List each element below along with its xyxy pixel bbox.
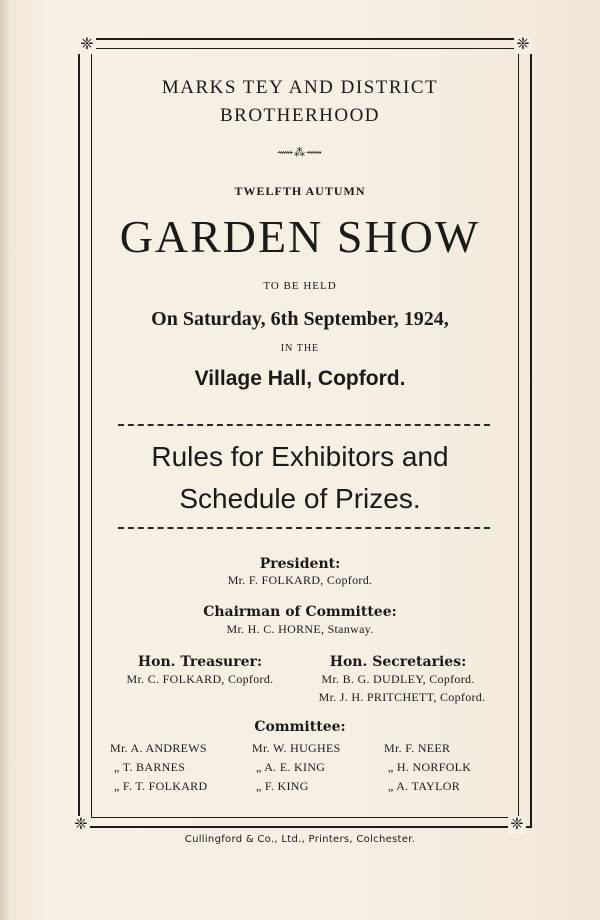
- president-heading: President:: [259, 556, 341, 572]
- corner-ornament-icon: ❈: [514, 36, 532, 54]
- committee-member: Mr. F. NEER: [384, 741, 451, 755]
- secretary-name: Mr. B. G. DUDLEY, Copford.: [321, 672, 475, 686]
- committee-column: [384, 739, 471, 796]
- committee-heading: Committee:: [254, 719, 346, 735]
- printer-imprint: Cullingford & Co., Ltd., Printers, Colchester.: [184, 834, 416, 845]
- in-the-text: IN THE: [280, 343, 320, 354]
- dashed-divider: [118, 424, 490, 426]
- show-edition: TWELFTH AUTUMN: [234, 184, 366, 198]
- committee-member: „ F. KING: [256, 779, 309, 793]
- committee-member: „ A. TAYLOR: [388, 779, 461, 793]
- committee-member: Mr. W. HUGHES: [252, 741, 341, 755]
- chairman-heading: Chairman of Committee:: [203, 604, 397, 620]
- secretaries-heading: Hon. Secretaries:: [329, 654, 467, 670]
- committee-column: [252, 739, 341, 796]
- show-venue: Village Hall, Copford.: [194, 367, 406, 390]
- corner-ornament-icon: ❈: [78, 36, 96, 54]
- committee-member: „ F. T. FOLKARD: [114, 779, 208, 793]
- subtitle-line-1: Rules for Exhibitors and: [151, 441, 449, 472]
- organisation-name: MARKS TEY AND DISTRICT BROTHERHOOD: [161, 77, 439, 126]
- subtitle-line-2: Schedule of Prizes.: [179, 483, 421, 514]
- show-date: On Saturday, 6th September, 1924,: [151, 308, 449, 330]
- treasurer-name: Mr. C. FOLKARD, Copford.: [126, 672, 274, 686]
- president-name: Mr. F. FOLKARD, Copford.: [227, 573, 373, 587]
- committee-member: „ A. E. KING: [256, 760, 326, 774]
- committee-member: „ T. BARNES: [114, 760, 186, 774]
- treasurer-heading: Hon. Treasurer:: [137, 654, 263, 670]
- committee-column: [110, 739, 207, 796]
- document-subtitle: [0, 436, 600, 520]
- dashed-divider: [118, 527, 490, 529]
- flourish-ornament-icon: ⟿⁂⟿: [277, 147, 323, 159]
- corner-ornament-icon: ❈: [72, 816, 90, 834]
- secretary-name: Mr. J. H. PRITCHETT, Copford.: [318, 690, 486, 704]
- to-be-held-text: TO BE HELD: [263, 280, 337, 292]
- committee-member: „ H. NORFOLK: [388, 760, 472, 774]
- committee-member: Mr. A. ANDREWS: [110, 741, 207, 755]
- corner-ornament-icon: ❈: [508, 816, 526, 834]
- chairman-name: Mr. H. C. HORNE, Stanway.: [226, 622, 374, 636]
- page-title: GARDEN SHOW: [119, 211, 481, 262]
